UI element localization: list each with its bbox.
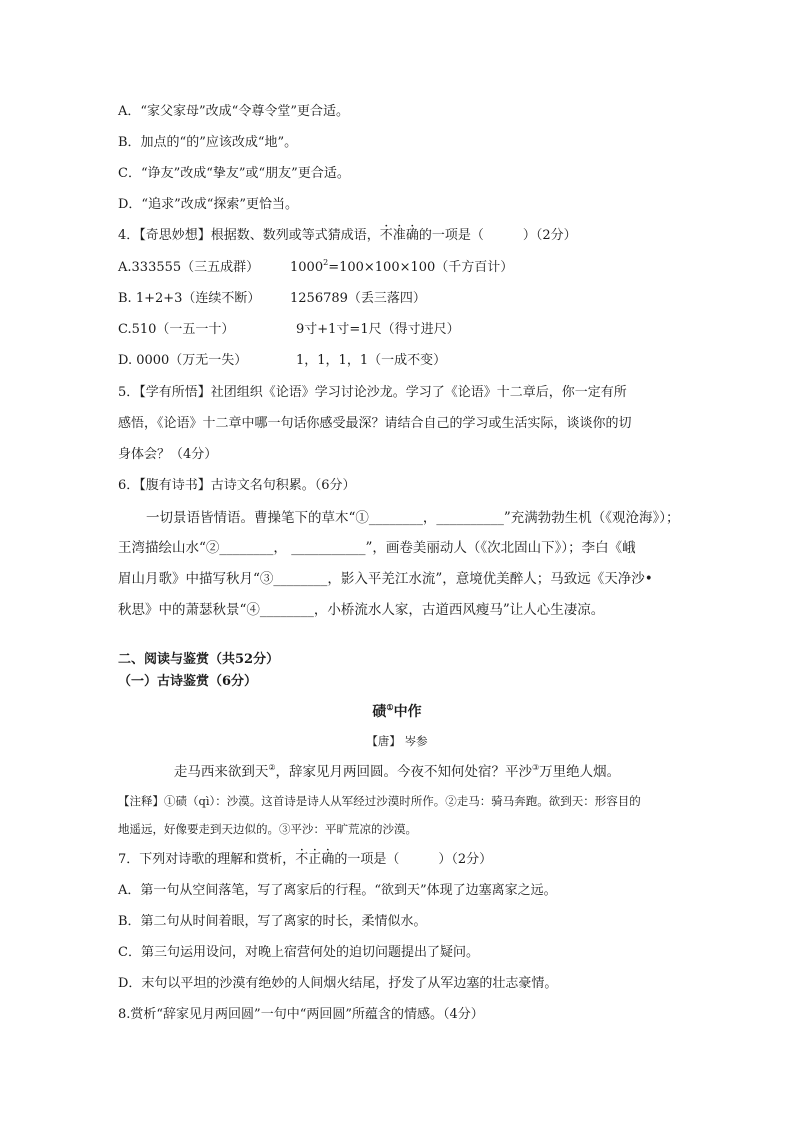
q7-stem	[118, 851, 492, 869]
q7-stem-pre: 7．下列对诗歌的理解和赏析，	[118, 852, 296, 867]
poem-note-2: 地遥远，好像要走到天边似的。③平沙：平旷荒凉的沙漠。	[118, 822, 417, 836]
q7-option-c: C．第三句运用设问，对晚上宿营何处的迫切问题提出了疑问。	[118, 945, 479, 960]
q7-emphasis-char: 正	[308, 852, 322, 867]
poem-title-a: 碛	[372, 704, 387, 720]
q5-line-1: 5．【学有所悟】社团组织《论语》学习讨论沙龙。学习了《论语》十二章后，你一定有所	[118, 385, 627, 400]
q4-stem-post: 的一项是（ ）（2分）	[418, 228, 577, 243]
poem-sup-2: ②	[268, 763, 276, 772]
q4-option-d2: 1，1，1，1（一成不变）	[296, 353, 447, 368]
q3-option-b: B．加点的“的”应该改成“地”。	[118, 135, 298, 150]
q4-stem	[118, 227, 577, 245]
q4-option-c2: 9寸+1寸=1尺（得寸进尺）	[296, 322, 460, 337]
q6-line-2: 王湾描绘山水“②________， ___________”，画卷美丽动人（《次北固山下》）；李白《峨	[118, 540, 636, 556]
poem-body-c: 万里绝人烟。	[539, 764, 621, 780]
q7-emphasis-char: 不	[295, 852, 309, 867]
poem-sup-3: ③	[532, 763, 540, 772]
q4-row-b	[118, 290, 426, 308]
q4-option-a2-sup: 2	[323, 258, 329, 267]
q4-option-a2	[290, 259, 513, 277]
q6-line-3: 眉山月歌》中描写秋月“③________，影入平羌江水流”，意境优美醉人；马致远《天净沙•	[118, 571, 653, 587]
poem-byline	[0, 733, 794, 749]
poem-body-b: ，辞家见月两回圆。今夜不知何处宿？平沙	[275, 764, 532, 780]
q3-option-a: A．“家父家母”改成“令尊令堂”更合适。	[118, 104, 349, 119]
q7-stem-post: 的一项是（ ）（2分）	[334, 852, 493, 867]
section-heading: 二、阅读与鉴赏（共52分）	[118, 652, 280, 667]
q4-emphasis-char: 不	[379, 228, 393, 243]
q4-option-b2: 1256789（丢三落四）	[290, 291, 426, 306]
poem-title-sup: ①	[386, 702, 394, 712]
poem-body-a: 走马西来欲到天	[173, 764, 269, 780]
q5-line-2: 感悟，《论语》十二章中哪一句话你感受最深？请结合自己的学习或生活实际，谈谈你的切	[118, 416, 632, 431]
poem-dynasty: 【唐】	[366, 734, 401, 748]
q4-option-a2-rest: =100×100×100（千方百计）	[328, 260, 514, 275]
q3-option-c: C．“诤友”改成“挚友”或“朋友”更合适。	[118, 166, 350, 181]
poem-title-b: 中作	[393, 704, 422, 720]
poem-note-1: 【注释】①碛（qì）：沙漠。这首诗是诗人从军经过沙漠时所作。②走马：骑马奔跑。欲到天：形容目的	[118, 794, 641, 808]
q4-option-d1: D. 0000（万无一失）	[118, 353, 248, 368]
q4-emphasis-char: 准	[392, 228, 406, 243]
q4-emphasis-char: 确	[405, 228, 419, 243]
q4-option-a2-base: 1000	[290, 260, 324, 275]
q7-option-b: B．第二句从时间着眼，写了离家的时长，柔情似水。	[118, 914, 427, 929]
poem-body	[0, 760, 794, 780]
q4-option-a1: A.333555（三五成群）	[118, 260, 260, 275]
poem-title	[0, 701, 794, 721]
q6-heading: 6．【腹有诗书】古诗文名句积累。（6分）	[118, 478, 356, 493]
q4-option-b1: B. 1+2+3（连续不断）	[118, 291, 261, 306]
q5-line-3: 身体会？（4分）	[118, 447, 218, 462]
q6-line-4: 秋思》中的萧瑟秋景“④________，小桥流水人家，古道西风瘦马”让人心生凄凉。	[118, 602, 605, 618]
q3-option-d: D．“追求”改成“探索”更恰当。	[118, 197, 299, 212]
q4-row-d	[118, 352, 447, 370]
q4-stem-pre: 4．【奇思妙想】根据数、数列或等式猜成语，	[118, 228, 380, 243]
q4-option-c1: C.510（一五一十）	[118, 322, 235, 337]
q8-stem: 8.赏析“辞家见月两回圆”一句中“两回圆”所蕴含的情感。（4分）	[118, 1007, 484, 1022]
subsection-heading: （一）古诗鉴赏（6分）	[118, 674, 258, 689]
q6-line-1: 一切景语皆情语。曹操笔下的草木“①________，__________”充满勃勃生机（《观沧海》）；	[146, 510, 680, 526]
q7-emphasis-char: 确	[321, 852, 335, 867]
q7-option-d: D．末句以平坦的沙漠有绝妙的人间烟火结尾，抒发了从军边塞的壮志豪情。	[118, 976, 558, 991]
poem-author: 岑参	[404, 734, 428, 748]
q7-option-a: A．第一句从空间落笔，写了离家后的行程。“欲到天”体现了边塞离家之远。	[118, 883, 557, 898]
q4-row-c	[118, 321, 460, 339]
